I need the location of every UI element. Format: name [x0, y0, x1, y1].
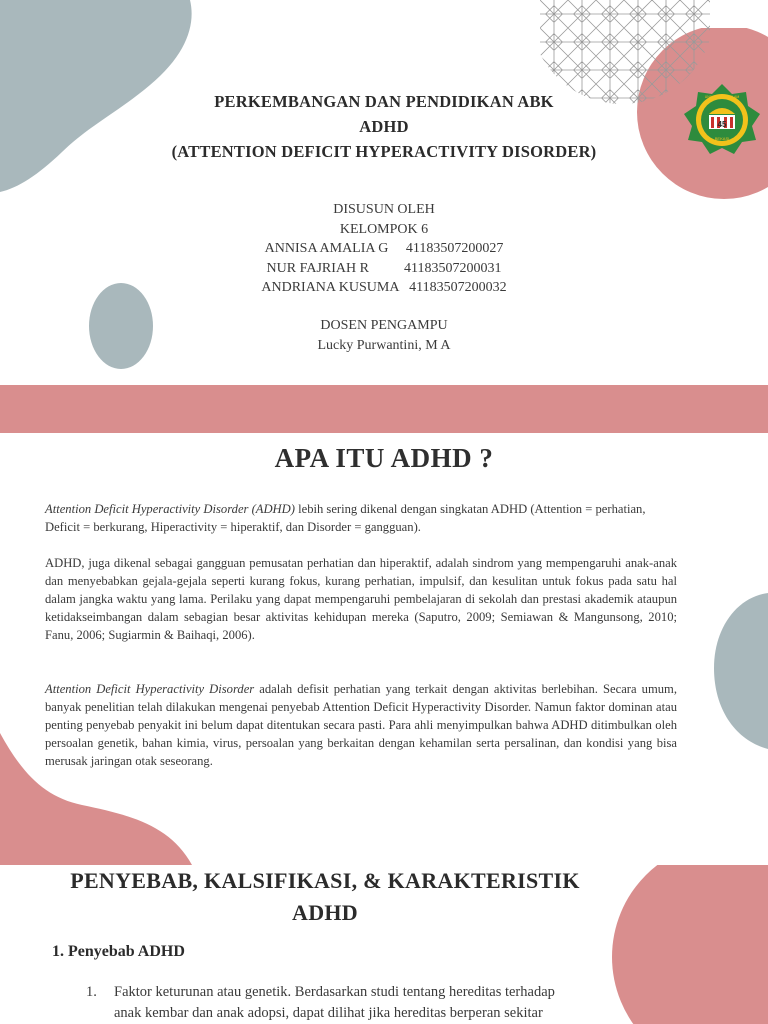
cover-slide	[0, 0, 768, 385]
logo-bottom-text: BEKASI	[714, 136, 730, 141]
lecturer-block	[0, 316, 768, 355]
paragraph-description: ADHD, juga dikenal sebagai gangguan pemusatan perhatian dan hiperaktif, adalah sindrom yang mempengaruhi anak-anak dan menyebabkan gejala-gejala seperti kurang fokus, kurang perhatian, impulsif, dan kesulitan untuk fokus pada satu hal dalam jangka waktu yang lama. Perilaku yang dapat mempengaruhi pembelajaran di sekolah dan prestasi akademik ataupun ketidakseimbangan dalam sebagian besar aktivitas kehidupan mereka (Saputro, 2009; Semiawan & Mangunsong, 2010; Fanu, 2006; Sugiarmin & Baihaqi, 2006).	[45, 556, 677, 642]
author-line: KELOMPOK 6	[339, 221, 429, 237]
cover-title-line: PERKEMBANGAN DAN PENDIDIKAN ABK	[214, 92, 554, 111]
section-title	[0, 865, 650, 929]
section-title-line: ADHD	[292, 900, 358, 925]
paragraph-text: lebih sering dikenal dengan singkatan ADHD (Attention = perhatian, Deficit = berkurang, Hiperactivity = hiperaktif, dan Disorder = gangguan).	[45, 502, 646, 534]
lecturer-label: DOSEN PENGAMPU	[320, 318, 448, 333]
section-title: APA ITU ADHD ?	[274, 443, 494, 473]
paragraph-text: adalah defisit perhatian yang terkait dengan aktivitas berlebihan. Secara umum, banyak penelitian telah dilakukan mengenai penyebab Attention Deficit Hyperactivity Disorder. Namun faktor dominan atau penting penyebab penyakit ini belum dapat ditentukan secara pasti. Para ahli menyimpulkan bahwa ADHD ditimbulkan oleh persoalan genetik, bahan kimia, virus, persoalan yang berkaitan dengan kehamilan serta persalinan, dan kondisi yang bisa merusak jaringan otak seseorang.	[45, 682, 677, 768]
subheading: 1. Penyebab ADHD	[52, 943, 185, 960]
author-block	[0, 200, 768, 298]
author-line: ANDRIANA KUSUMA 41183507200032	[261, 280, 507, 295]
cover-title-line: ADHD	[359, 117, 409, 136]
slide-divider-band	[0, 385, 768, 433]
paragraph-causes	[45, 680, 677, 770]
logo-number: 45	[717, 120, 727, 129]
logo-top-text: UNIVERSITAS ISLAM	[704, 95, 740, 99]
paragraph-definition	[45, 500, 677, 536]
causes-slide	[0, 865, 768, 1024]
author-line: NUR FAJRIAH R 41183507200031	[266, 260, 502, 276]
list-text-line: Faktor keturunan atau genetik. Berdasarkan studi tentang hereditas terhadap	[114, 984, 555, 1000]
italic-term: Attention Deficit Hyperactivity Disorder (ADHD)	[45, 502, 295, 516]
cover-title	[0, 89, 768, 164]
section-title-line: PENYEBAB, KALSIFIKASI, & KARAKTERISTIK	[70, 868, 580, 893]
list-text	[114, 982, 644, 1024]
cover-title-line: (ATTENTION DEFICIT HYPERACTIVITY DISORDER)	[171, 142, 597, 161]
lecturer-name: Lucky Purwantini, M A	[317, 337, 451, 353]
grey-blob-right	[712, 593, 768, 753]
list-text-line: anak kembar dan anak adopsi, dapat dilihat jika hereditas berperan sekitar	[114, 1005, 543, 1021]
list-number: 1.	[86, 984, 97, 1000]
author-line: ANNISA AMALIA G 41183507200027	[264, 241, 504, 256]
author-line: DISUSUN OLEH	[333, 202, 435, 217]
italic-term: Attention Deficit Hyperactivity Disorder	[45, 682, 255, 696]
what-is-adhd-slide	[0, 433, 768, 865]
